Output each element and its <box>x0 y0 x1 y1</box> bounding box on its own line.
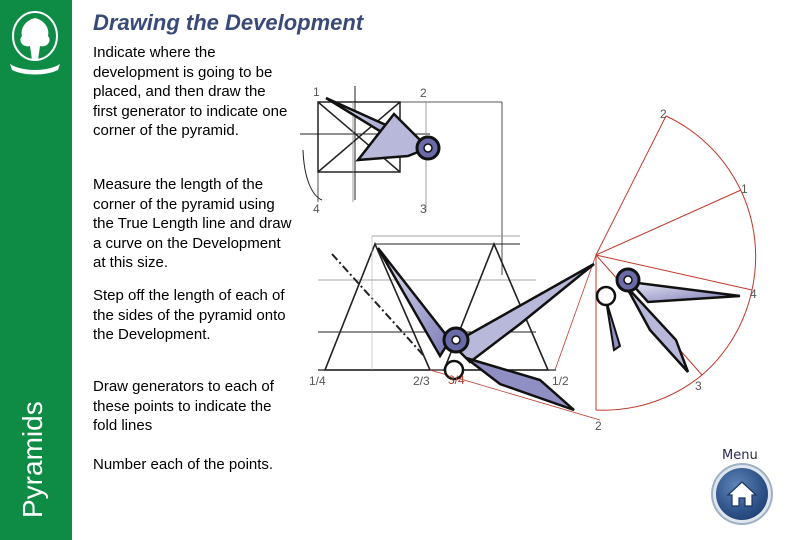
development-label: 4 <box>750 287 757 301</box>
menu-label: Menu <box>722 448 758 463</box>
development-label: 1 <box>741 182 748 196</box>
development-label: 3 <box>695 379 702 393</box>
plan-label: 3 <box>420 202 427 216</box>
plan-view <box>300 86 502 275</box>
development-label: 2 <box>595 419 602 433</box>
step-text: Draw generators to each of these points to indicate the fold lines <box>93 378 274 434</box>
development-label: 2 <box>660 107 667 121</box>
pyramid-development-diagram <box>290 60 788 440</box>
home-button[interactable] <box>716 468 768 520</box>
step-text: Indicate where the development is going to be placed, and then draw the first generator to indicate one corner of the pyramid. <box>93 44 288 139</box>
development-view <box>430 116 756 420</box>
elevation-label: 1/2 <box>552 374 569 388</box>
tree-emblem-icon <box>4 6 66 78</box>
compass-icon <box>597 269 740 372</box>
sidebar-title: Pyramids <box>17 401 48 518</box>
elevation-label: 1/4 <box>309 374 326 388</box>
plan-label: 1 <box>313 85 320 99</box>
step-text: Number each of the points. <box>93 456 274 473</box>
plan-label: 2 <box>420 86 427 100</box>
sidebar <box>0 0 72 540</box>
plan-label: 4 <box>313 202 320 216</box>
step-text: Measure the length of the corner of the pyramid using the True Length line and draw a curve on the Development at this size. <box>93 176 292 271</box>
elevation-label: 3/4 <box>448 373 465 387</box>
elevation-label: 2/3 <box>413 374 430 388</box>
home-icon <box>724 476 760 512</box>
page-title: Drawing the Development <box>93 10 364 35</box>
step-text: Step off the length of each of the sides of the pyramid onto the Development. <box>93 287 286 343</box>
